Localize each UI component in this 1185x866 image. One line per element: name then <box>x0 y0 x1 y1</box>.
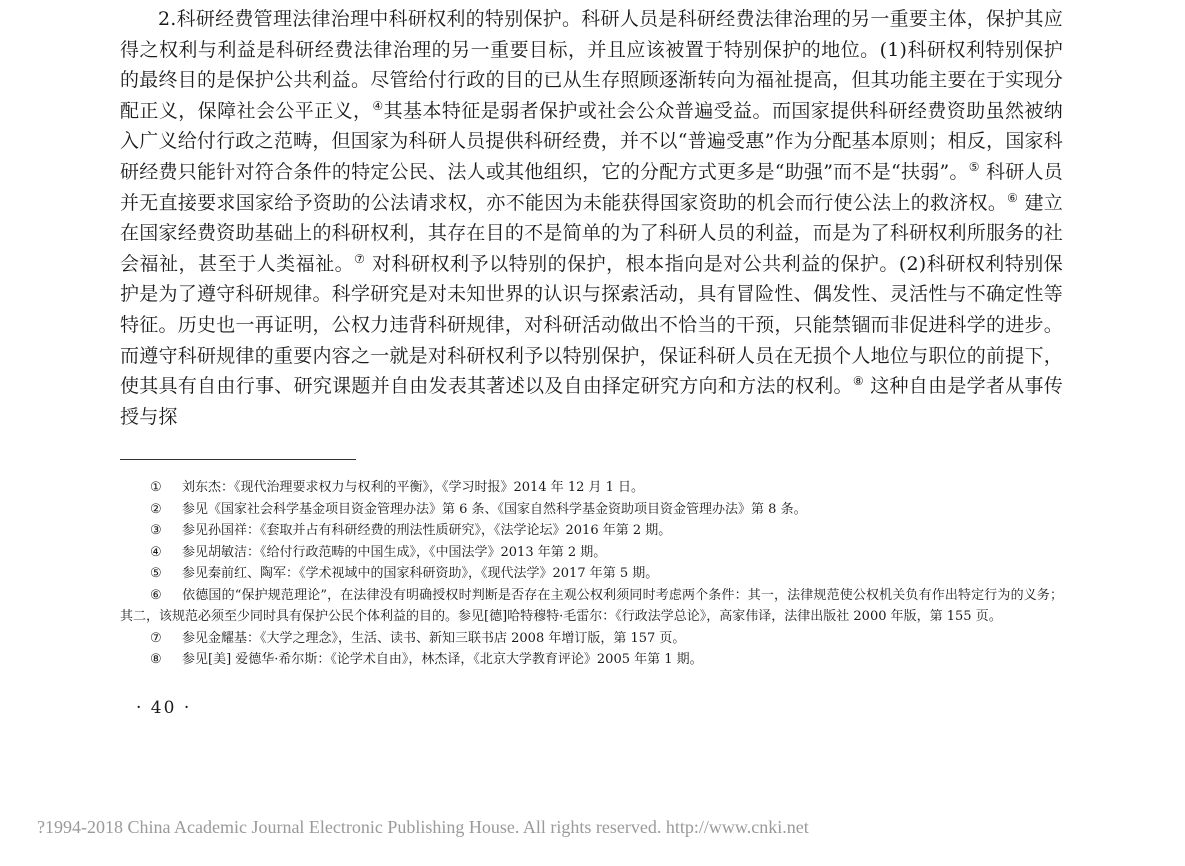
paragraph-text: 其基本特征是弱者保护或社会公众普遍受益。而国家提供科研经费资助虽然被纳入广义给付行政之范畴，但国家为科研人员提供科研经费，并不以“普遍受惠”作为分配基本原则；相反，国家科研经费只能针对符合条件的特定公民、法人或其他组织，它的分配方式更多是“助强”而不是“扶弱”。 <box>120 99 1063 183</box>
paragraph <box>120 4 1063 432</box>
footnote-number: ④ <box>150 544 162 560</box>
footnote-item <box>120 585 1063 628</box>
footnote-number: ② <box>150 501 162 517</box>
main-body-text <box>120 4 1063 432</box>
paragraph-text: 这种自由是学者从事传授与探 <box>120 375 1063 428</box>
footnote-ref-8[interactable]: ⑧ <box>852 374 864 389</box>
footnote-number: ⑧ <box>150 652 162 667</box>
footnote-item <box>120 628 1063 650</box>
footnote-item <box>120 499 1063 521</box>
footnote-ref-7[interactable]: ⑦ <box>354 251 366 266</box>
page-number: · 40 · <box>136 698 192 718</box>
footnote-item <box>120 542 1063 564</box>
footnote-number: ⑥ <box>150 587 162 603</box>
footnote-text: 依德国的“保护规范理论”，在法律没有明确授权时判断是否存在主观公权利须同时考虑两个条件：其一，法律规范使公权机关负有作出特定行为的义务；其二，该规范必须至少同时具有保护公民个体利益的目的。参见[德]哈特穆特·毛雷尔：《行政法学总论》，高家伟译，法律出版社 2000 年版，第 155 页。 <box>120 587 1063 624</box>
footnote-ref-5[interactable]: ⑤ <box>968 159 980 174</box>
footnote-number: ③ <box>150 523 162 538</box>
copyright-notice: ?1994-2018 China Academic Journal Electronic Publishing House. All rights reserved. http://www.cnki.net <box>37 817 809 837</box>
footnote-item <box>120 477 1063 499</box>
footnote-item <box>120 563 1063 585</box>
footnote-text: 参见金耀基：《大学之理念》，生活、读书、新知三联书店 2008 年增订版，第 157 页。 <box>182 630 686 646</box>
footnote-number: ⑦ <box>150 630 162 646</box>
paragraph-text: 2.科研经费管理法律治理中科研权利的特别保护。科研人员是科研经费法律治理的另一重要主体，保护其应得之权利与利益是科研经费法律治理的另一重要目标，并且应该被置于特别保护的地位。(1)科研权利特别保护的最终目的是保护公共利益。尽管给付行政的目的已从生存照顾逐渐转向为福祉提高，但其功能主要在于实现分配正义，保障社会公平正义， <box>120 8 1063 122</box>
footnote-text: 参见孙国祥：《套取并占有科研经费的刑法性质研究》，《法学论坛》2016 年第 2 期。 <box>182 523 672 538</box>
footnote-item <box>120 649 1063 671</box>
footnote-ref-4[interactable]: ④ <box>372 98 384 113</box>
footnote-item <box>120 520 1063 542</box>
paragraph-text: 对科研权利予以特别的保护，根本指向是对公共利益的保护。(2)科研权利特别保护是为了遵守科研规律。科学研究是对未知世界的认识与探索活动，具有冒险性、偶发性、灵活性与不确定性等特征。历史也一再证明，公权力违背科研规律，对科研活动做出不恰当的干预，只能禁锢而非促进科学的进步。而遵守科研规律的重要内容之一就是对科研权利予以特别保护，保证科研人员在无损个人地位与职位的前提下，使其具有自由行事、研究课题并自由发表其著述以及自由择定研究方向和方法的权利。 <box>120 252 1063 398</box>
footnote-ref-6[interactable]: ⑥ <box>1007 190 1019 205</box>
footnotes-section <box>120 477 1063 671</box>
footnote-text: 刘东杰：《现代治理要求权力与权利的平衡》，《学习时报》2014 年 12 月 1 日。 <box>182 480 645 495</box>
footnote-text: 参见胡敏洁：《给付行政范畴的中国生成》，《中国法学》2013 年第 2 期。 <box>182 544 607 560</box>
footnote-text: 参见《国家社会科学基金项目资金管理办法》第 6 条、《国家自然科学基金资助项目资金管理办法》第 8 条。 <box>182 501 807 517</box>
footnote-text: 参见[美] 爱德华·希尔斯：《论学术自由》，林杰译，《北京大学教育评论》2005 年第 1 期。 <box>182 652 703 667</box>
paragraph-text: 科研人员并无直接要求国家给予资助的公法请求权，亦不能因为未能获得国家资助的机会而行使公法上的救济权。 <box>120 160 1063 214</box>
footnote-divider <box>120 459 356 460</box>
footnote-number: ① <box>150 480 162 495</box>
footnote-number: ⑤ <box>150 566 162 581</box>
footnote-text: 参见秦前红、陶军：《学术视域中的国家科研资助》，《现代法学》2017 年第 5 期。 <box>182 566 659 581</box>
paragraph-text: 建立在国家经费资助基础上的科研权利，其存在目的不是简单的为了科研人员的利益，而是为了科研权利所服务的社会福祉，甚至于人类福祉。 <box>120 191 1063 275</box>
